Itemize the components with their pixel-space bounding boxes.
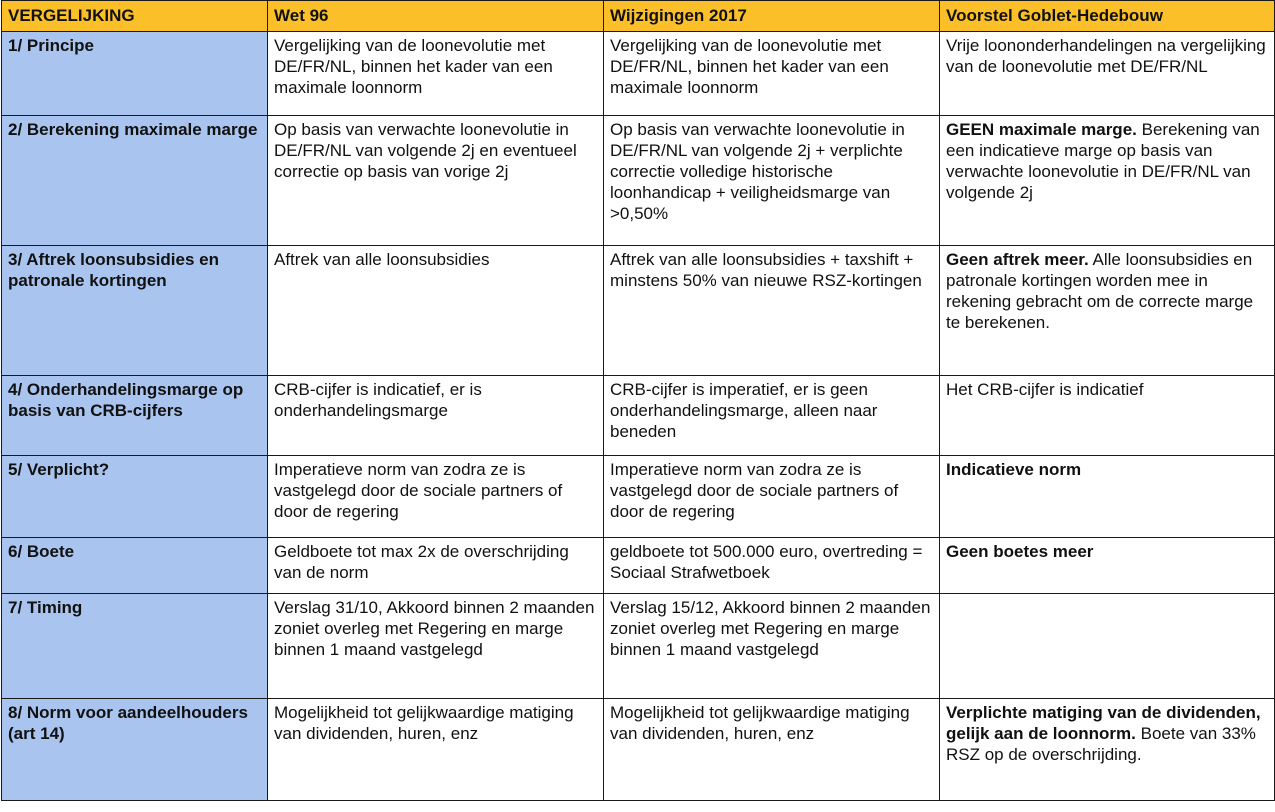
cell-wijzigingen-2017: Aftrek van alle loonsubsidies + taxshift + minstens 50% van nieuwe RSZ-kortingen (604, 246, 940, 376)
cell-wijzigingen-2017: Imperatieve norm van zodra ze is vastgelegd door de sociale partners of door de regering (604, 456, 940, 538)
cell-wijzigingen-2017: Verslag 15/12, Akkoord binnen 2 maanden zoniet overleg met Regering en marge binnen 1 maand vastgelegd (604, 594, 940, 699)
header-vergelijking: VERGELIJKING (2, 1, 268, 32)
row-label: 6/ Boete (2, 538, 268, 594)
table-row (2, 538, 1275, 594)
comparison-table (1, 0, 1275, 801)
cell-wijzigingen-2017: CRB-cijfer is imperatief, er is geen onderhandelingsmarge, alleen naar beneden (604, 376, 940, 456)
voorstel-bold-text: Verplichte matiging van de dividenden, gelijk aan de loonnorm. (946, 703, 1261, 743)
row-label: 1/ Principe (2, 32, 268, 116)
voorstel-bold-text: Geen aftrek meer. (946, 250, 1089, 269)
cell-voorstel (940, 456, 1275, 538)
row-label: 8/ Norm voor aandeelhouders (art 14) (2, 699, 268, 801)
voorstel-text: Het CRB-cijfer is indicatief (946, 380, 1144, 399)
cell-wijzigingen-2017: Mogelijkheid tot gelijkwaardige matiging van dividenden, huren, enz (604, 699, 940, 801)
voorstel-bold-text: GEEN maximale marge. (946, 120, 1137, 139)
cell-wet96: Imperatieve norm van zodra ze is vastgelegd door de sociale partners of door de regering (268, 456, 604, 538)
table-row (2, 376, 1275, 456)
voorstel-text: Berekening van een indicatieve marge op basis van verwachte loonevolutie in DE/FR/NL van volgende 2j (946, 120, 1260, 202)
cell-wet96: Vergelijking van de loonevolutie met DE/FR/NL, binnen het kader van een maximale loonnorm (268, 32, 604, 116)
row-label: 5/ Verplicht? (2, 456, 268, 538)
table-row (2, 32, 1275, 116)
row-label: 3/ Aftrek loonsubsidies en patronale kortingen (2, 246, 268, 376)
header-voorstel: Voorstel Goblet-Hedebouw (940, 1, 1275, 32)
cell-voorstel (940, 116, 1275, 246)
cell-voorstel (940, 699, 1275, 801)
row-label: 4/ Onderhandelingsmarge op basis van CRB-cijfers (2, 376, 268, 456)
voorstel-bold-text: Geen boetes meer (946, 542, 1094, 561)
row-label: 7/ Timing (2, 594, 268, 699)
cell-wet96: CRB-cijfer is indicatief, er is onderhandelingsmarge (268, 376, 604, 456)
cell-wet96: Aftrek van alle loonsubsidies (268, 246, 604, 376)
cell-wet96: Geldboete tot max 2x de overschrijding van de norm (268, 538, 604, 594)
table-row (2, 246, 1275, 376)
voorstel-text: Boete van 33% RSZ op de overschrijding. (946, 724, 1256, 764)
table-row (2, 116, 1275, 246)
cell-wet96: Mogelijkheid tot gelijkwaardige matiging van dividenden, huren, enz (268, 699, 604, 801)
cell-voorstel (940, 594, 1275, 699)
cell-wijzigingen-2017: geldboete tot 500.000 euro, overtreding = Sociaal Strafwetboek (604, 538, 940, 594)
cell-wet96: Verslag 31/10, Akkoord binnen 2 maanden zoniet overleg met Regering en marge binnen 1 maand vastgelegd (268, 594, 604, 699)
table-row (2, 456, 1275, 538)
cell-voorstel (940, 32, 1275, 116)
table-row (2, 594, 1275, 699)
header-wijzigingen-2017: Wijzigingen 2017 (604, 1, 940, 32)
row-label: 2/ Berekening maximale marge (2, 116, 268, 246)
voorstel-bold-text: Indicatieve norm (946, 460, 1082, 479)
cell-voorstel (940, 246, 1275, 376)
cell-voorstel (940, 538, 1275, 594)
voorstel-text: Vrije loononderhandelingen na vergelijking van de loonevolutie met DE/FR/NL (946, 36, 1266, 76)
cell-wijzigingen-2017: Vergelijking van de loonevolutie met DE/FR/NL, binnen het kader van een maximale loonnorm (604, 32, 940, 116)
header-wet96: Wet 96 (268, 1, 604, 32)
table-row (2, 699, 1275, 801)
voorstel-text: Alle loonsubsidies en patronale kortingen worden mee in rekening gebracht om de correcte marge te berekenen. (946, 250, 1254, 332)
cell-wijzigingen-2017: Op basis van verwachte loonevolutie in DE/FR/NL van volgende 2j + verplichte correctie volledige historische loonhandicap + veiligheidsmarge van >0,50% (604, 116, 940, 246)
cell-wet96: Op basis van verwachte loonevolutie in DE/FR/NL van volgende 2j en eventueel correctie op basis van vorige 2j (268, 116, 604, 246)
header-row (2, 1, 1275, 32)
cell-voorstel (940, 376, 1275, 456)
